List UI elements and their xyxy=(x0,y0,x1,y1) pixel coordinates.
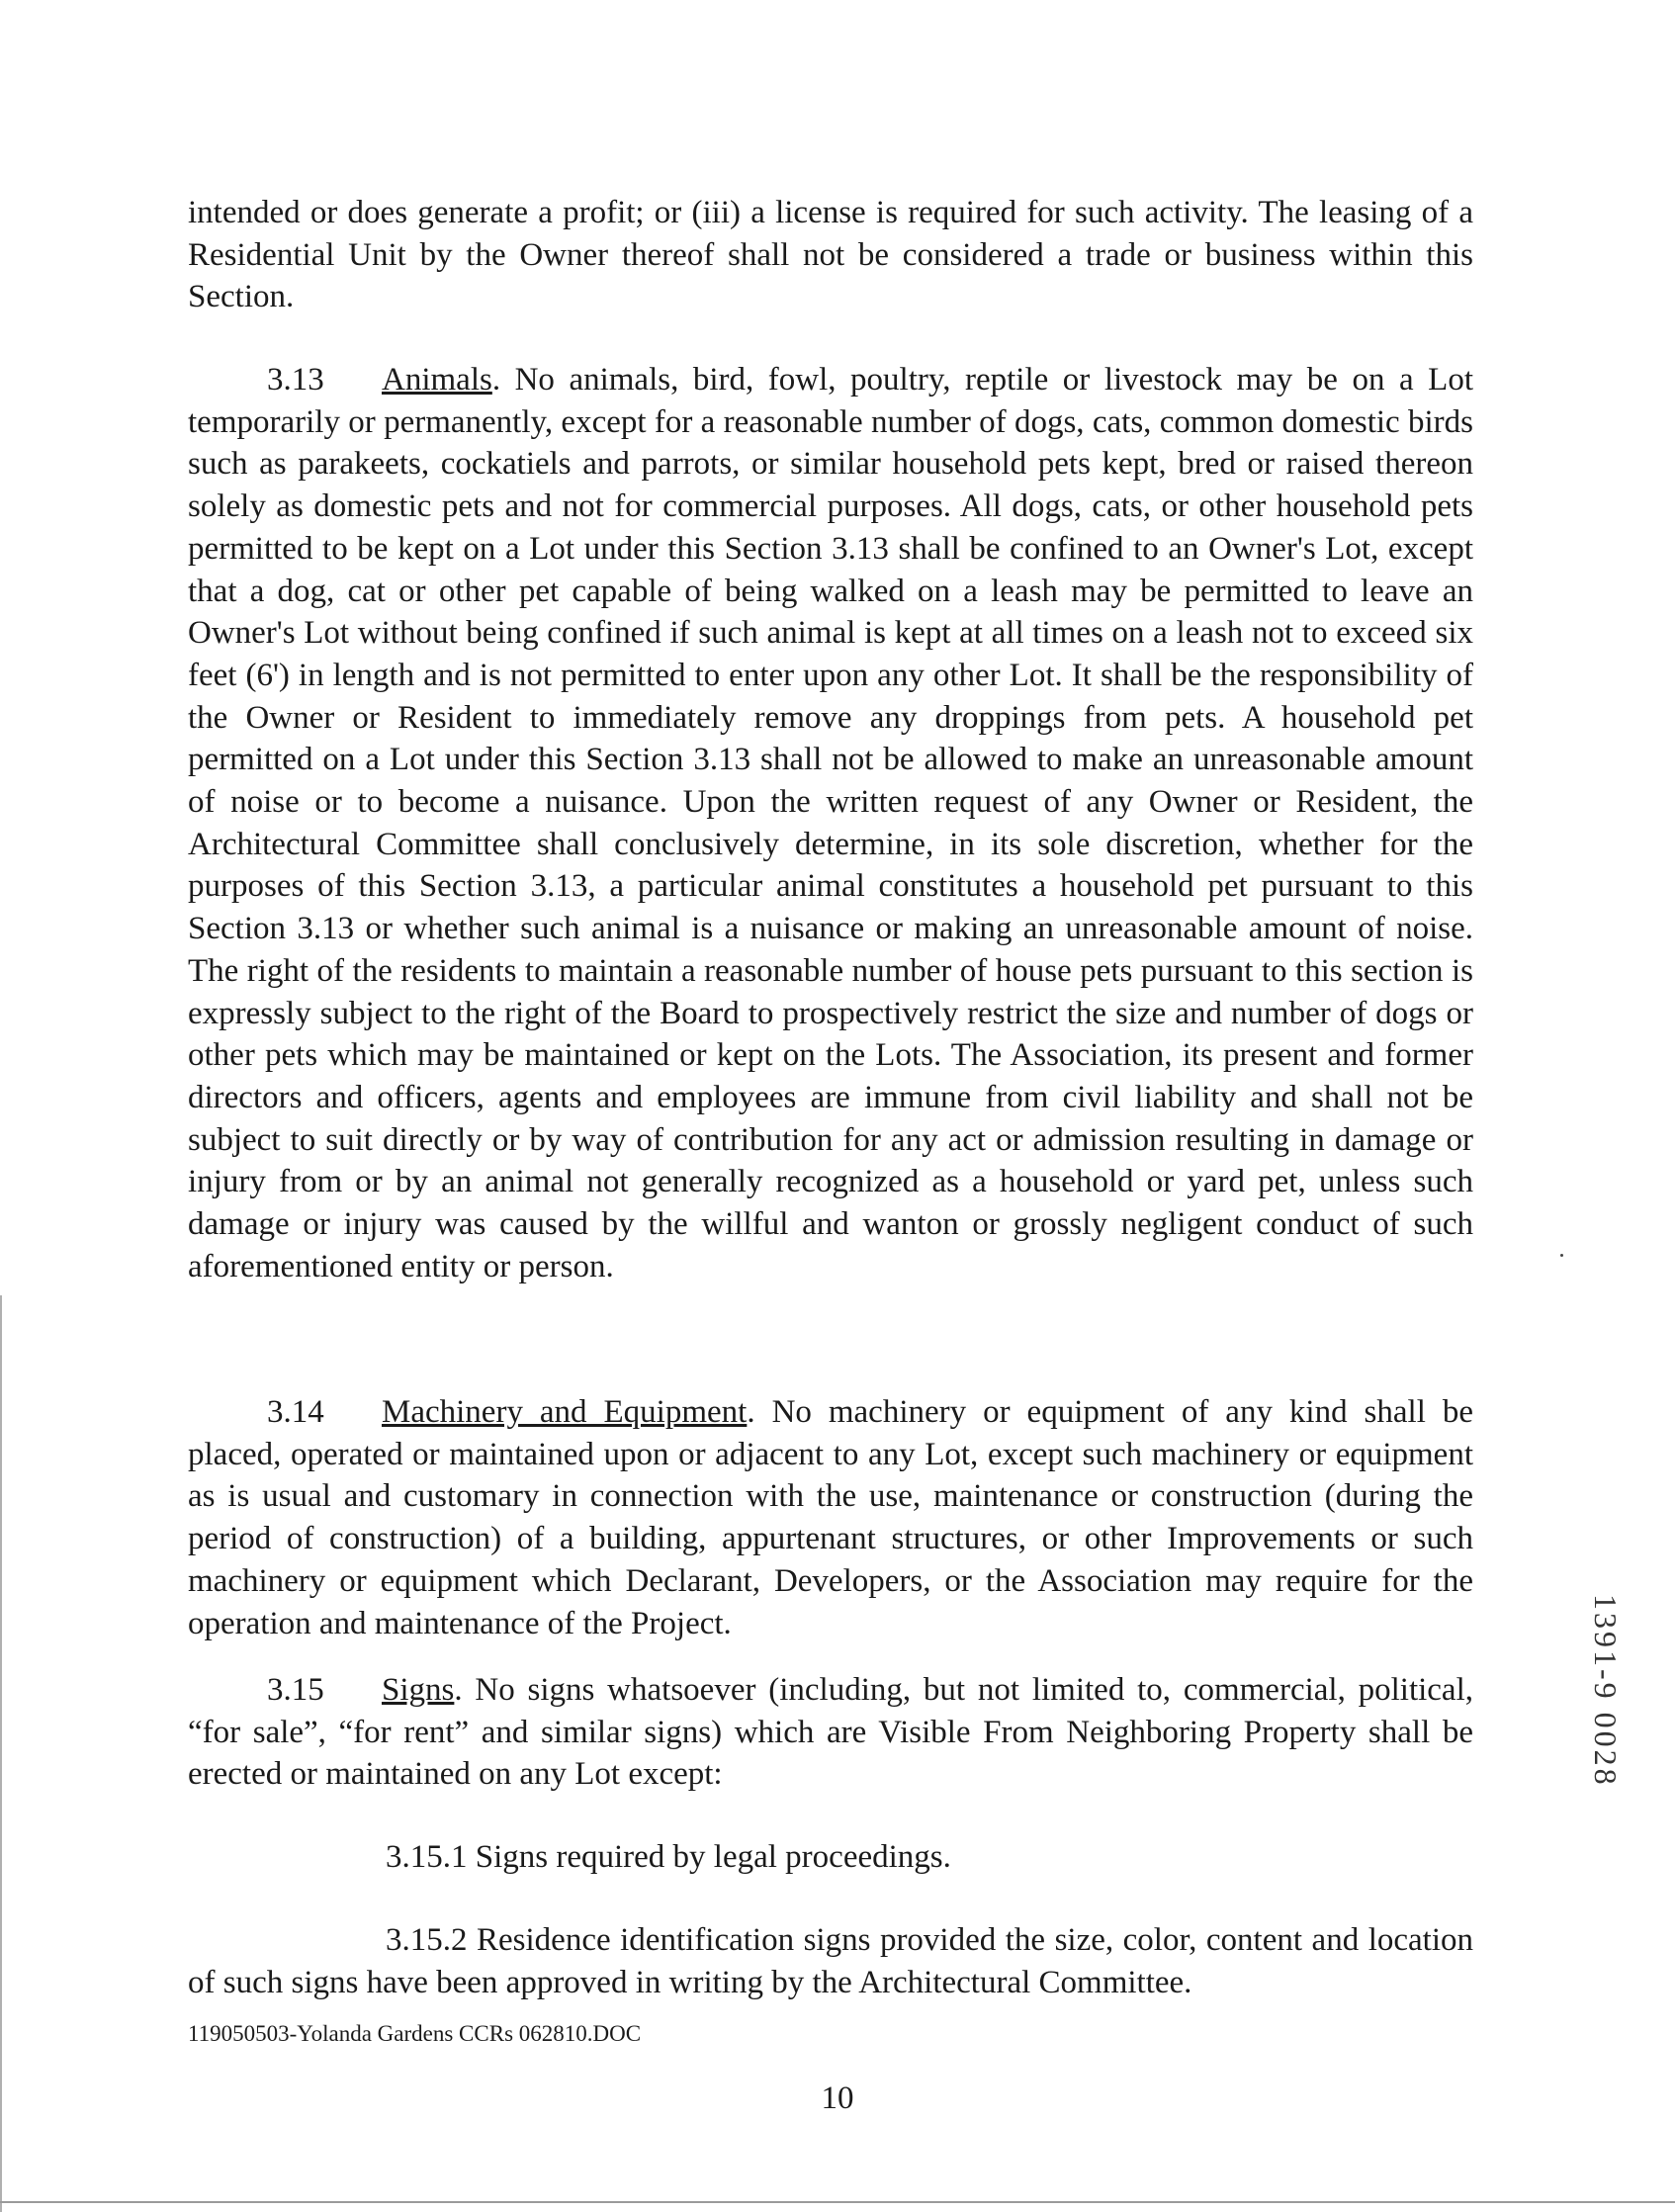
section-3-15 xyxy=(188,1669,1473,1796)
section-3-14-body: . No machinery or equipment of any kind shall be placed, operated or maintained upon or adjacent to any Lot, except such machinery or equipment as is usual and customary in connection with the use, maintenance or construction (during the period of construction) of a building, appurtenant structures, or other Improvements or such machinery or equipment which Declarant, Developers, or the Association may require for the operation and maintenance of the Project. xyxy=(188,1394,1473,1641)
paragraph-continuation xyxy=(188,192,1473,318)
section-3-15-heading: Signs xyxy=(382,1672,455,1708)
section-3-14-number: 3.14 xyxy=(267,1394,324,1430)
recording-stamp xyxy=(1588,1594,1643,1871)
page-number: 10 xyxy=(821,2080,854,2116)
scan-speck xyxy=(1560,1254,1563,1257)
scan-edge-bottom xyxy=(0,2201,1675,2203)
continuation-text: intended or does generate a profit; or (iii) a license is required for such activity. The leasing of a Residential Unit by the Owner thereof shall not be considered a trade or business within this Section. xyxy=(188,195,1473,315)
scan-edge-left xyxy=(0,1295,2,2212)
document-id-footer: 119050503-Yolanda Gardens CCRs 062810.DOC xyxy=(188,2021,642,2046)
section-3-13-body: . No animals, bird, fowl, poultry, reptile or livestock may be on a Lot temporarily or permanently, except for a reasonable number of dogs, cats, common domestic birds such as parakeets, cockatiels and parrots, or similar household pets kept, bred or raised thereon solely as domestic pets and not for commercial purposes. All dogs, cats, or other household pets permitted to be kept on a Lot under this Section 3.13 shall be confined to an Owner's Lot, except that a dog, cat or other pet capable of being walked on a leash may be permitted to leave an Owner's Lot without being confined if such animal is kept at all times on a leash not to exceed six feet (6') in length and is not permitted to enter upon any other Lot. It shall be the responsibility of the Owner or Resident to immediately remove any droppings from pets. A household pet permitted on a Lot under this Section 3.13 shall not be allowed to make an unreasonable amount of noise or to become a nuisance. Upon the written request of any Owner or Resident, the Architectural Committee shall conclusively determine, in its sole discretion, whether for the purposes of this Section 3.13, a particular animal constitutes a household pet pursuant to this Section 3.13 or whether such animal is a nuisance or making an unreasonable amount of noise. The right of the residents to maintain a reasonable number of house pets pursuant to this section is expressly subject to the right of the Board to prospectively restrict the size and number of dogs or other pets which may be maintained or kept on the Lots. The Association, its present and former directors and officers, agents and employees are immune from civil liability and shall not be subject to suit directly or by way of contribution for any act or admission resulting in damage or injury from or by an animal not generally recognized as a household or yard pet, unless such damage or injury was caused by the willful and wanton or grossly negligent conduct of such aforementioned entity or person. xyxy=(188,362,1473,1284)
section-3-15-1 xyxy=(386,1836,951,1879)
section-3-13 xyxy=(188,359,1473,1287)
section-3-15-2-text: 3.15.2 Residence identification signs provided the size, color, content and location of such signs have been approved in writing by the Architectural Committee. xyxy=(188,1922,1473,2000)
section-3-15-body: . No signs whatsoever (including, but not limited to, commercial, political, “for sale”, “for rent” and similar signs) which are Visible From Neighboring Property shall be erected or maintained on any Lot except: xyxy=(188,1672,1473,1793)
section-3-13-number: 3.13 xyxy=(267,362,324,398)
section-3-14-heading: Machinery and Equipment xyxy=(382,1394,748,1430)
section-3-15-number: 3.15 xyxy=(267,1672,324,1708)
section-3-14 xyxy=(188,1391,1473,1644)
section-3-15-2 xyxy=(188,1919,1473,2003)
section-3-13-heading: Animals xyxy=(382,362,492,398)
recording-stamp-text: 1391-9 0028 xyxy=(1588,1594,1624,1788)
section-3-15-1-text: 3.15.1 Signs required by legal proceedings. xyxy=(386,1839,951,1875)
